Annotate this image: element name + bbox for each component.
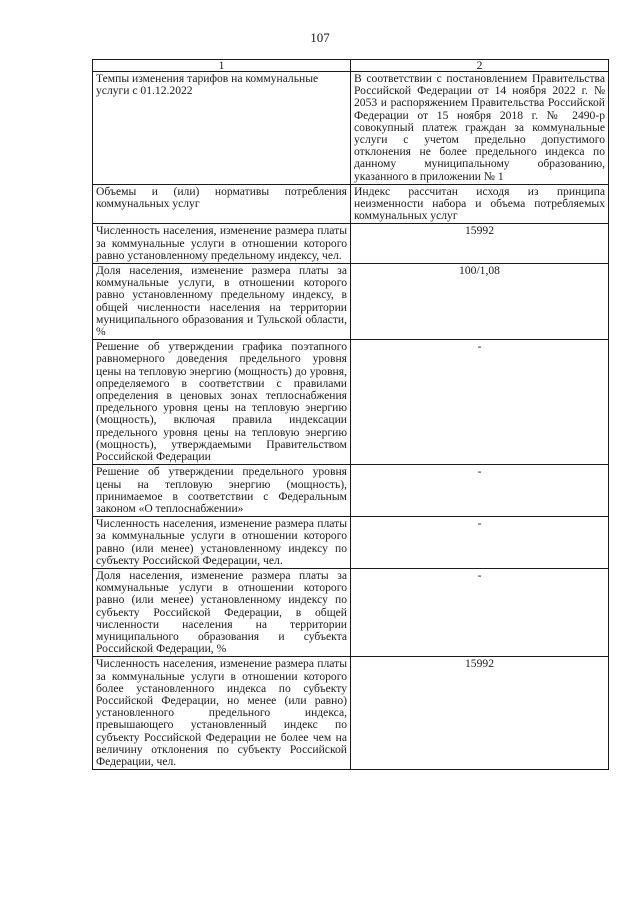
table-header-row xyxy=(93,60,609,72)
indicator-value: - xyxy=(351,340,609,465)
indicator-name: Численность населения, изменение размера платы за коммунальные услуги в отношении которого равно (или менее) установленному индексу по субъекту Российской Федерации, чел. xyxy=(93,517,351,569)
indicator-name: Доля населения, изменение размера платы за коммунальные услуги, в отношении которого равно установленному предельному индексу, в общей численности населения на территории муниципального образования и Тульской области, % xyxy=(93,264,351,340)
table-row xyxy=(93,568,609,656)
table-row xyxy=(93,72,609,185)
table-row xyxy=(93,517,609,569)
indicator-name: Численность населения, изменение размера платы за коммунальные услуги в отношении которого более установленного индекса по субъекту Российской Федерации, но менее (или равно) установленного предельного индекса, превышающего установленный индекс по субъекту Российской Федерации не более чем на величину отклонения по субъекту Российской Федерации, чел. xyxy=(93,657,351,770)
column-number-2: 2 xyxy=(351,60,609,72)
indicator-value: - xyxy=(351,465,609,517)
indicator-name: Доля населения, изменение размера платы за коммунальные услуги в отношении которого равно (или менее) установленному индексу по субъекту Российской Федерации, в общей численности населения на территории муниципального образования и субъекта Российской Федерации, % xyxy=(93,568,351,656)
table-row xyxy=(93,184,609,224)
indicator-name: Объемы и (или) нормативы потребления коммунальных услуг xyxy=(93,184,351,224)
indicator-name: Решение об утверждении графика поэтапного равномерного доведения предельного уровня цены на тепловую энергию (мощность) до уровня, определяемого в соответствии с правилами определения в ценовых зонах теплоснабжения предельного уровня цены на тепловую энергию (мощность), включая правила индексации предельного уровня цены на тепловую энергию (мощность), утверждаемыми Правительством Российской Федерации xyxy=(93,340,351,465)
table-row xyxy=(93,264,609,340)
column-number-1: 1 xyxy=(93,60,351,72)
indicator-name: Темпы изменения тарифов на коммунальные услуги с 01.12.2022 xyxy=(93,72,351,185)
indicator-value: - xyxy=(351,517,609,569)
indicator-value: 15992 xyxy=(351,657,609,770)
table-row xyxy=(93,224,609,264)
table-row xyxy=(93,465,609,517)
indicator-description: В соответствии с постановлением Правительства Российской Федерации от 14 ноября 2022 г. № 2053 и распоряжением Правительства Российской Федерации от 15 ноября 2018 г. № 2490-р совокупный платеж граждан за коммунальные услуги с учетом предельно допустимого отклонения не более предельного индекса по данному муниципальному образованию, указанного в приложении № 1 xyxy=(351,72,609,185)
indicator-value: 100/1,08 xyxy=(351,264,609,340)
indicator-name: Решение об утверждении предельного уровня цены на тепловую энергию (мощность), принимаемое в соответствии с Федеральным законом «О теплоснабжении» xyxy=(93,465,351,517)
indicator-value: - xyxy=(351,568,609,656)
page-number: 107 xyxy=(310,30,330,45)
table-row xyxy=(93,340,609,465)
indicator-description: Индекс рассчитан исходя из принципа неизменности набора и объема потребляемых коммунальных услуг xyxy=(351,184,609,224)
tariff-table xyxy=(92,59,609,770)
indicator-value: 15992 xyxy=(351,224,609,264)
table-row xyxy=(93,657,609,770)
indicator-name: Численность населения, изменение размера платы за коммунальные услуги в отношении которого равно установленному предельному индексу, чел. xyxy=(93,224,351,264)
